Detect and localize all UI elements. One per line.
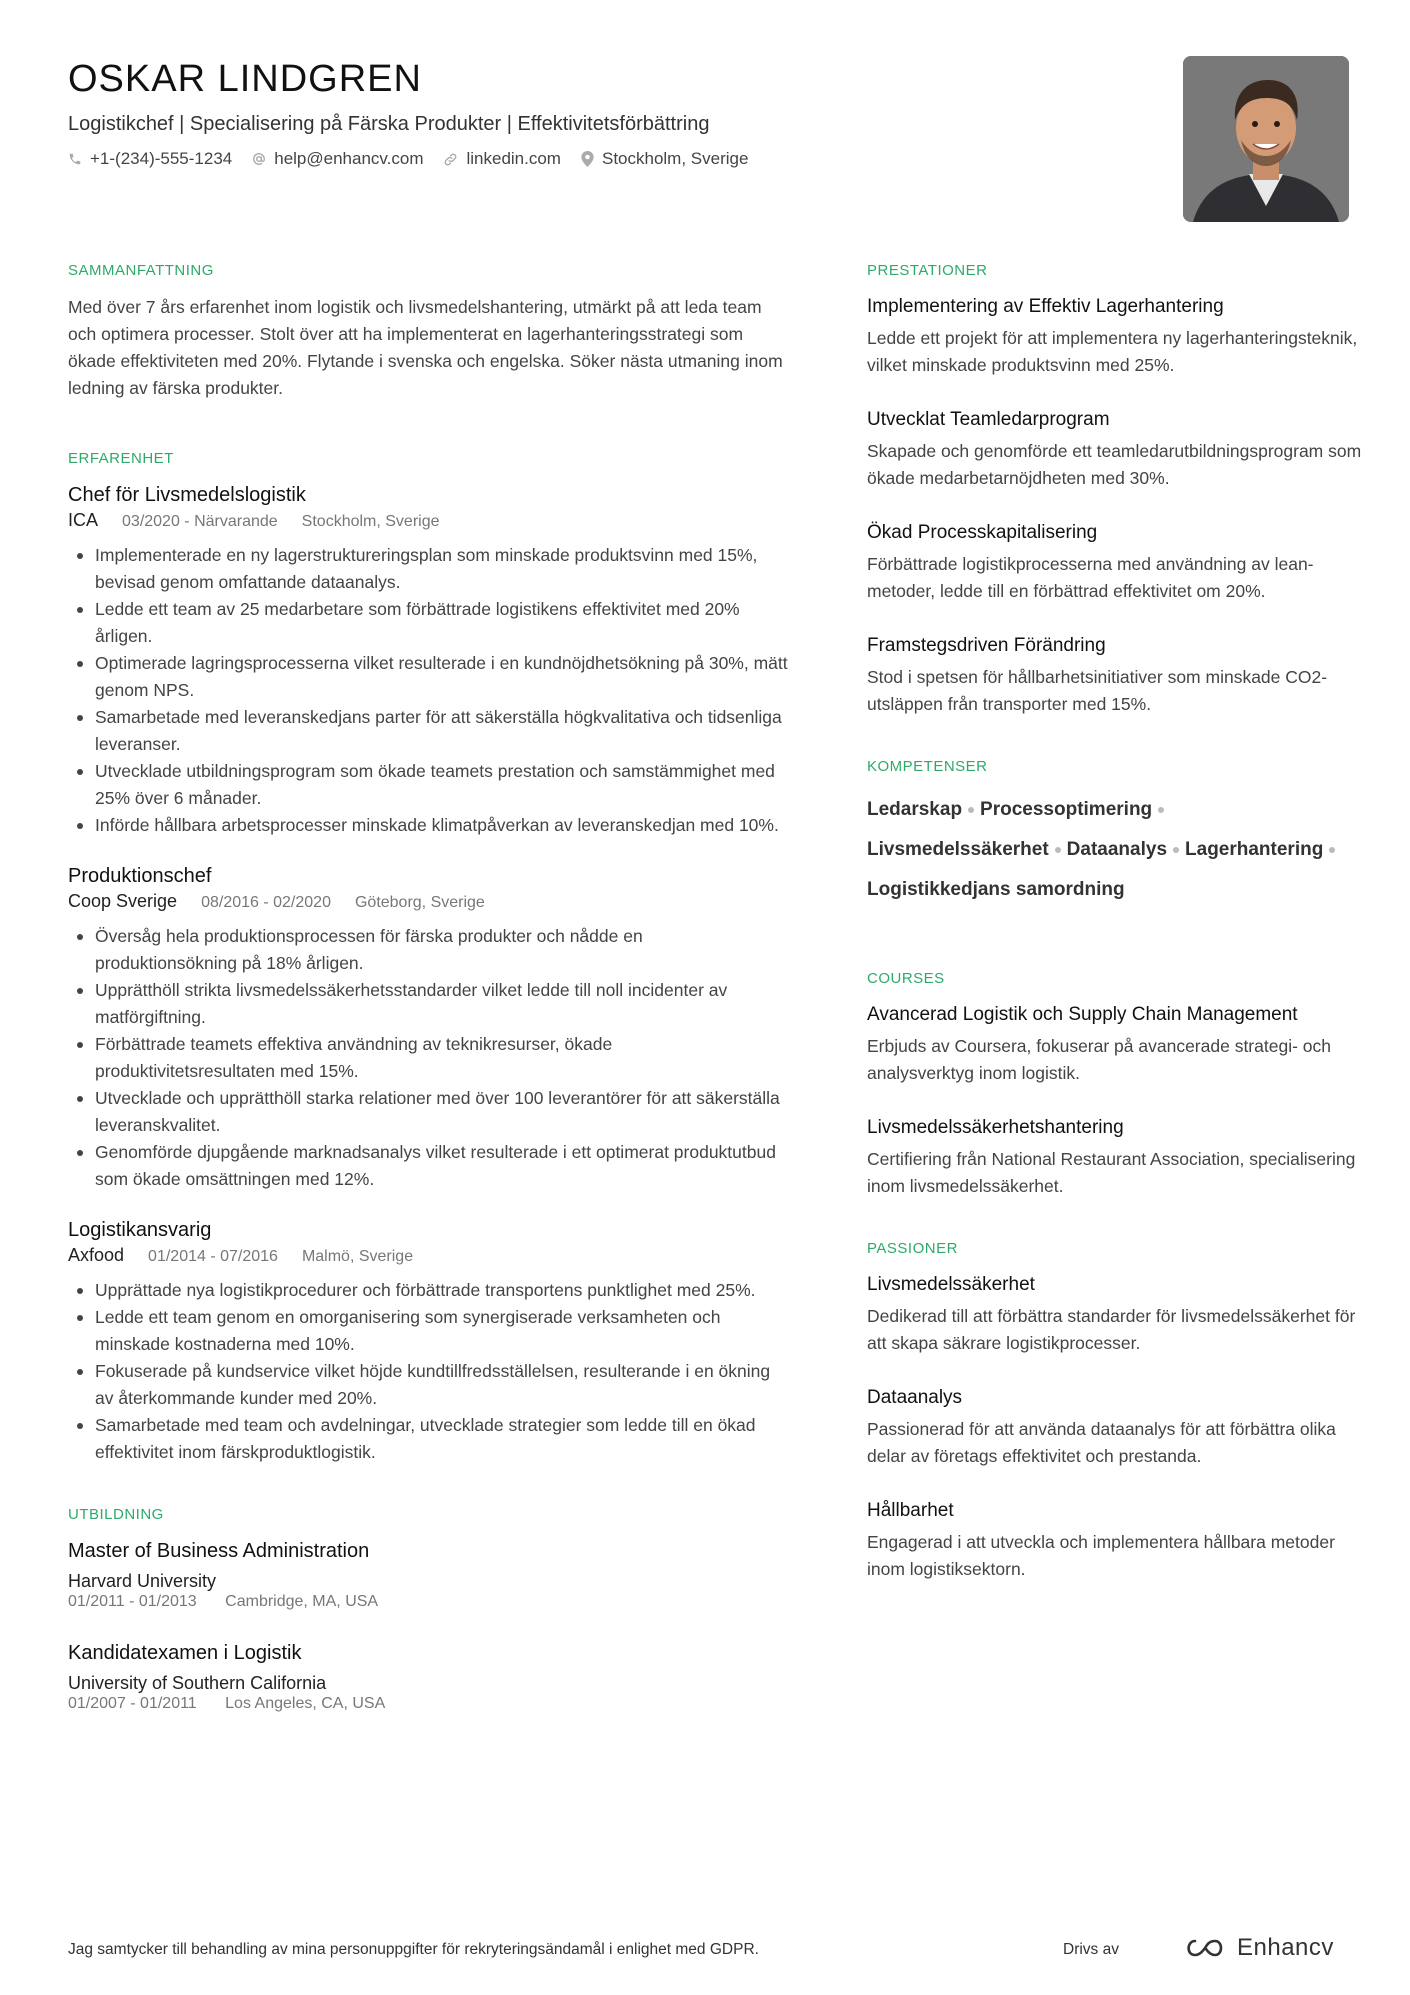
job-bullet: Förbättrade teamets effektiva användning av teknikresurser, ökade produktivitetsresultaten med 15%. <box>68 1031 788 1085</box>
education-heading: UTBILDNING <box>68 1506 164 1523</box>
achievement-desc: Stod i spetsen för hållbarhetsinitiativer som minskade CO2-utsläppen från transporter med 15%. <box>867 667 1328 714</box>
job-bullet: Implementerade en ny lagerstruktureringsplan som minskade produktsvinn med 15%, bevisad genom omfattande dataanalys. <box>68 542 788 596</box>
job-bullet: Genomförde djupgående marknadsanalys vilket resulterade i ett optimerat produktutbud som ökade omsättningen med 12%. <box>68 1139 788 1193</box>
candidate-name: OSKAR LINDGREN <box>68 58 422 100</box>
job-bullet: Översåg hela produktionsprocessen för färska produkter och nådde en produktionsökning på 18% årligen. <box>68 923 788 977</box>
job-meta <box>68 1243 788 1269</box>
course-item <box>867 1002 1367 1087</box>
education-dates: 01/2007 - 01/2011 <box>68 1695 197 1712</box>
job-title: Produktionschef <box>68 865 212 887</box>
course-title: Avancerad Logistik och Supply Chain Management <box>867 1004 1298 1025</box>
achievement-item <box>867 633 1367 718</box>
achievement-item <box>867 294 1367 379</box>
job-bullet: Utvecklade utbildningsprogram som ökade teamets prestation och samstämmighet med 25% över 6 månader. <box>68 758 788 812</box>
enhancv-infinity-icon <box>1183 1936 1229 1960</box>
gdpr-consent: Jag samtycker till behandling av mina personuppgifter för rekryteringsändamål i enlighet med GDPR. <box>68 1941 759 1958</box>
job-bullet: Samarbetade med leveranskedjans parter för att säkerställa högkvalitativa och tidsenliga leveranser. <box>68 704 788 758</box>
job-entry <box>68 863 788 1193</box>
job-dates: 01/2014 - 07/2016 <box>148 1248 278 1265</box>
summary-heading: SAMMANFATTNING <box>68 262 214 279</box>
job-bullets <box>68 542 788 839</box>
passion-item <box>867 1385 1367 1470</box>
job-bullet: Införde hållbara arbetsprocesser minskade klimatpåverkan av leveranskedjan med 10%. <box>68 812 788 839</box>
powered-by-label: Drivs av <box>1063 1941 1119 1958</box>
summary-section <box>68 262 788 402</box>
job-bullets <box>68 923 788 1193</box>
skill-tag: Dataanalys <box>1067 830 1185 870</box>
job-bullet: Upprättade nya logistikprocedurer och förbättrade transportens punktlighet med 25%. <box>68 1277 788 1304</box>
education-location: Los Angeles, CA, USA <box>225 1695 386 1712</box>
passion-title: Livsmedelssäkerhet <box>867 1274 1035 1295</box>
job-company: Coop Sverige <box>68 891 178 911</box>
achievement-title: Ökad Processkapitalisering <box>867 522 1098 543</box>
job-company: Axfood <box>68 1245 125 1265</box>
job-bullet: Fokuserade på kundservice vilket höjde kundtillfredsställelsen, resulterande i en ökning av återkommande kunder med 20%. <box>68 1358 788 1412</box>
job-title: Chef för Livsmedelslogistik <box>68 484 306 506</box>
course-desc: Erbjuds av Coursera, fokuserar på avancerade strategi- och analysverktyg inom logistik. <box>867 1036 1331 1083</box>
job-company: ICA <box>68 510 99 530</box>
achievement-title: Framstegsdriven Förändring <box>867 635 1106 656</box>
resume-header <box>68 56 1168 170</box>
job-entry <box>68 1217 788 1466</box>
job-meta <box>68 508 788 534</box>
job-bullet: Upprätthöll strikta livsmedelssäkerhetsstandarder vilket ledde till noll incidenter av matförgiftning. <box>68 977 788 1031</box>
job-dates: 08/2016 - 02/2020 <box>201 894 331 911</box>
skill-tag: Logistikkedjans samordning <box>867 879 1125 900</box>
courses-heading: COURSES <box>867 970 945 987</box>
achievement-desc: Skapade och genomförde ett teamledarutbildningsprogram som ökade medarbetarnöjdheten med 30%. <box>867 441 1362 488</box>
job-location: Malmö, Sverige <box>301 1248 414 1265</box>
skill-tag: Lagerhantering <box>1185 830 1341 870</box>
page-footer <box>0 1934 1410 1980</box>
candidate-tagline: Logistikchef | Specialisering på Färska Produkter | Effektivitetsförbättring <box>68 113 710 135</box>
right-column <box>867 262 1367 1631</box>
education-dates: 01/2011 - 01/2013 <box>68 1593 197 1610</box>
job-entry <box>68 482 788 839</box>
education-school: Harvard University <box>68 1571 217 1591</box>
education-meta <box>68 1592 788 1612</box>
experience-section <box>68 450 788 1466</box>
enhancv-brand-name: Enhancv <box>1237 1934 1334 1961</box>
education-section <box>68 1506 788 1714</box>
achievement-title: Utvecklat Teamledarprogram <box>867 409 1110 430</box>
experience-heading: ERFARENHET <box>68 450 174 467</box>
achievements-section <box>867 262 1367 718</box>
achievement-item <box>867 407 1367 492</box>
phone-icon <box>68 152 82 166</box>
education-entry <box>68 1538 788 1612</box>
achievement-item <box>867 520 1367 605</box>
job-meta <box>68 889 788 915</box>
job-location: Stockholm, Sverige <box>301 513 440 530</box>
achievement-desc: Förbättrade logistikprocesserna med användning av lean-metoder, ledde till en förbättrad effektivitet om 20%. <box>867 554 1314 601</box>
passion-title: Dataanalys <box>867 1387 963 1408</box>
summary-text: Med över 7 års erfarenhet inom logistik och livsmedelshantering, utmärkt på att leda team och optimera processer. Stolt över att ha implementerat en lagerhanteringsstrategi som ökade effektiviteten med 20%. Flytande i svenska och engelska. Söker nästa utmaning inom ledning av färska produkter. <box>68 297 783 398</box>
left-column <box>68 262 788 1762</box>
linkedin-text: linkedin.com <box>466 149 561 168</box>
email-text: help@enhancv.com <box>274 149 424 168</box>
at-icon <box>252 152 266 166</box>
education-location: Cambridge, MA, USA <box>225 1593 379 1610</box>
course-title: Livsmedelssäkerhetshantering <box>867 1117 1124 1138</box>
job-bullet: Samarbetade med team och avdelningar, utvecklade strategier som ledde till en ökad effektivitet inom färskproduktlogistik. <box>68 1412 788 1466</box>
job-bullet: Ledde ett team av 25 medarbetare som förbättrade logistikens effektivitet med 20% årligen. <box>68 596 788 650</box>
skill-tag: Livsmedelssäkerhet <box>867 830 1067 870</box>
education-degree: Master of Business Administration <box>68 1540 370 1562</box>
job-bullets <box>68 1277 788 1466</box>
contact-location <box>581 148 748 170</box>
passion-desc: Engagerad i att utveckla och implementera hållbara metoder inom logistiksektorn. <box>867 1532 1335 1579</box>
job-bullet: Optimerade lagringsprocesserna vilket resulterade i en kundnöjdhetsökning på 30%, mätt genom NPS. <box>68 650 788 704</box>
achievement-desc: Ledde ett projekt för att implementera ny lagerhanteringsteknik, vilket minskade produktsvinn med 25%. <box>867 328 1358 375</box>
contact-linkedin[interactable] <box>443 148 561 170</box>
profile-photo <box>1183 56 1349 222</box>
skill-tag: Processoptimering <box>980 790 1170 830</box>
job-dates: 03/2020 - Närvarande <box>122 513 278 530</box>
passion-title: Hållbarhet <box>867 1500 954 1521</box>
job-title: Logistikansvarig <box>68 1219 212 1241</box>
passion-desc: Passionerad för att använda dataanalys för att förbättra olika delar av företags effektivitet och prestanda. <box>867 1419 1336 1466</box>
passions-heading: PASSIONER <box>867 1240 958 1257</box>
job-location: Göteborg, Sverige <box>354 894 485 911</box>
course-item <box>867 1115 1367 1200</box>
achievement-title: Implementering av Effektiv Lagerhantering <box>867 296 1224 317</box>
job-bullet: Utvecklade och upprätthöll starka relationer med över 100 leverantörer för att säkerställa leveranskvalitet. <box>68 1085 788 1139</box>
education-school: University of Southern California <box>68 1673 327 1693</box>
skill-tag: Ledarskap <box>867 790 980 830</box>
enhancv-logo[interactable] <box>1183 1934 1334 1962</box>
location-text: Stockholm, Sverige <box>601 149 749 168</box>
passion-item <box>867 1272 1367 1357</box>
contact-email[interactable] <box>252 148 423 170</box>
contact-phone[interactable] <box>68 148 232 170</box>
education-entry <box>68 1640 788 1714</box>
skills-section <box>867 758 1367 910</box>
passion-item <box>867 1498 1367 1583</box>
skills-list <box>867 790 1367 910</box>
course-desc: Certifiering från National Restaurant Association, specialisering inom livsmedelssäkerhet. <box>867 1149 1356 1196</box>
courses-section <box>867 970 1367 1200</box>
phone-text: +1-(234)-555-1234 <box>90 149 233 168</box>
job-bullet: Ledde ett team genom en omorganisering som synergiserade verksamheten och minskade kostnaderna med 10%. <box>68 1304 788 1358</box>
passions-section <box>867 1240 1367 1583</box>
skills-heading: KOMPETENSER <box>867 758 988 775</box>
link-icon <box>443 152 458 167</box>
location-pin-icon <box>581 151 594 167</box>
education-meta <box>68 1694 788 1714</box>
education-degree: Kandidatexamen i Logistik <box>68 1642 302 1664</box>
passion-desc: Dedikerad till att förbättra standarder för livsmedelssäkerhet för att skapa säkrare logistikprocesser. <box>867 1306 1356 1353</box>
achievements-heading: PRESTATIONER <box>867 262 988 279</box>
contact-row <box>68 148 1168 170</box>
